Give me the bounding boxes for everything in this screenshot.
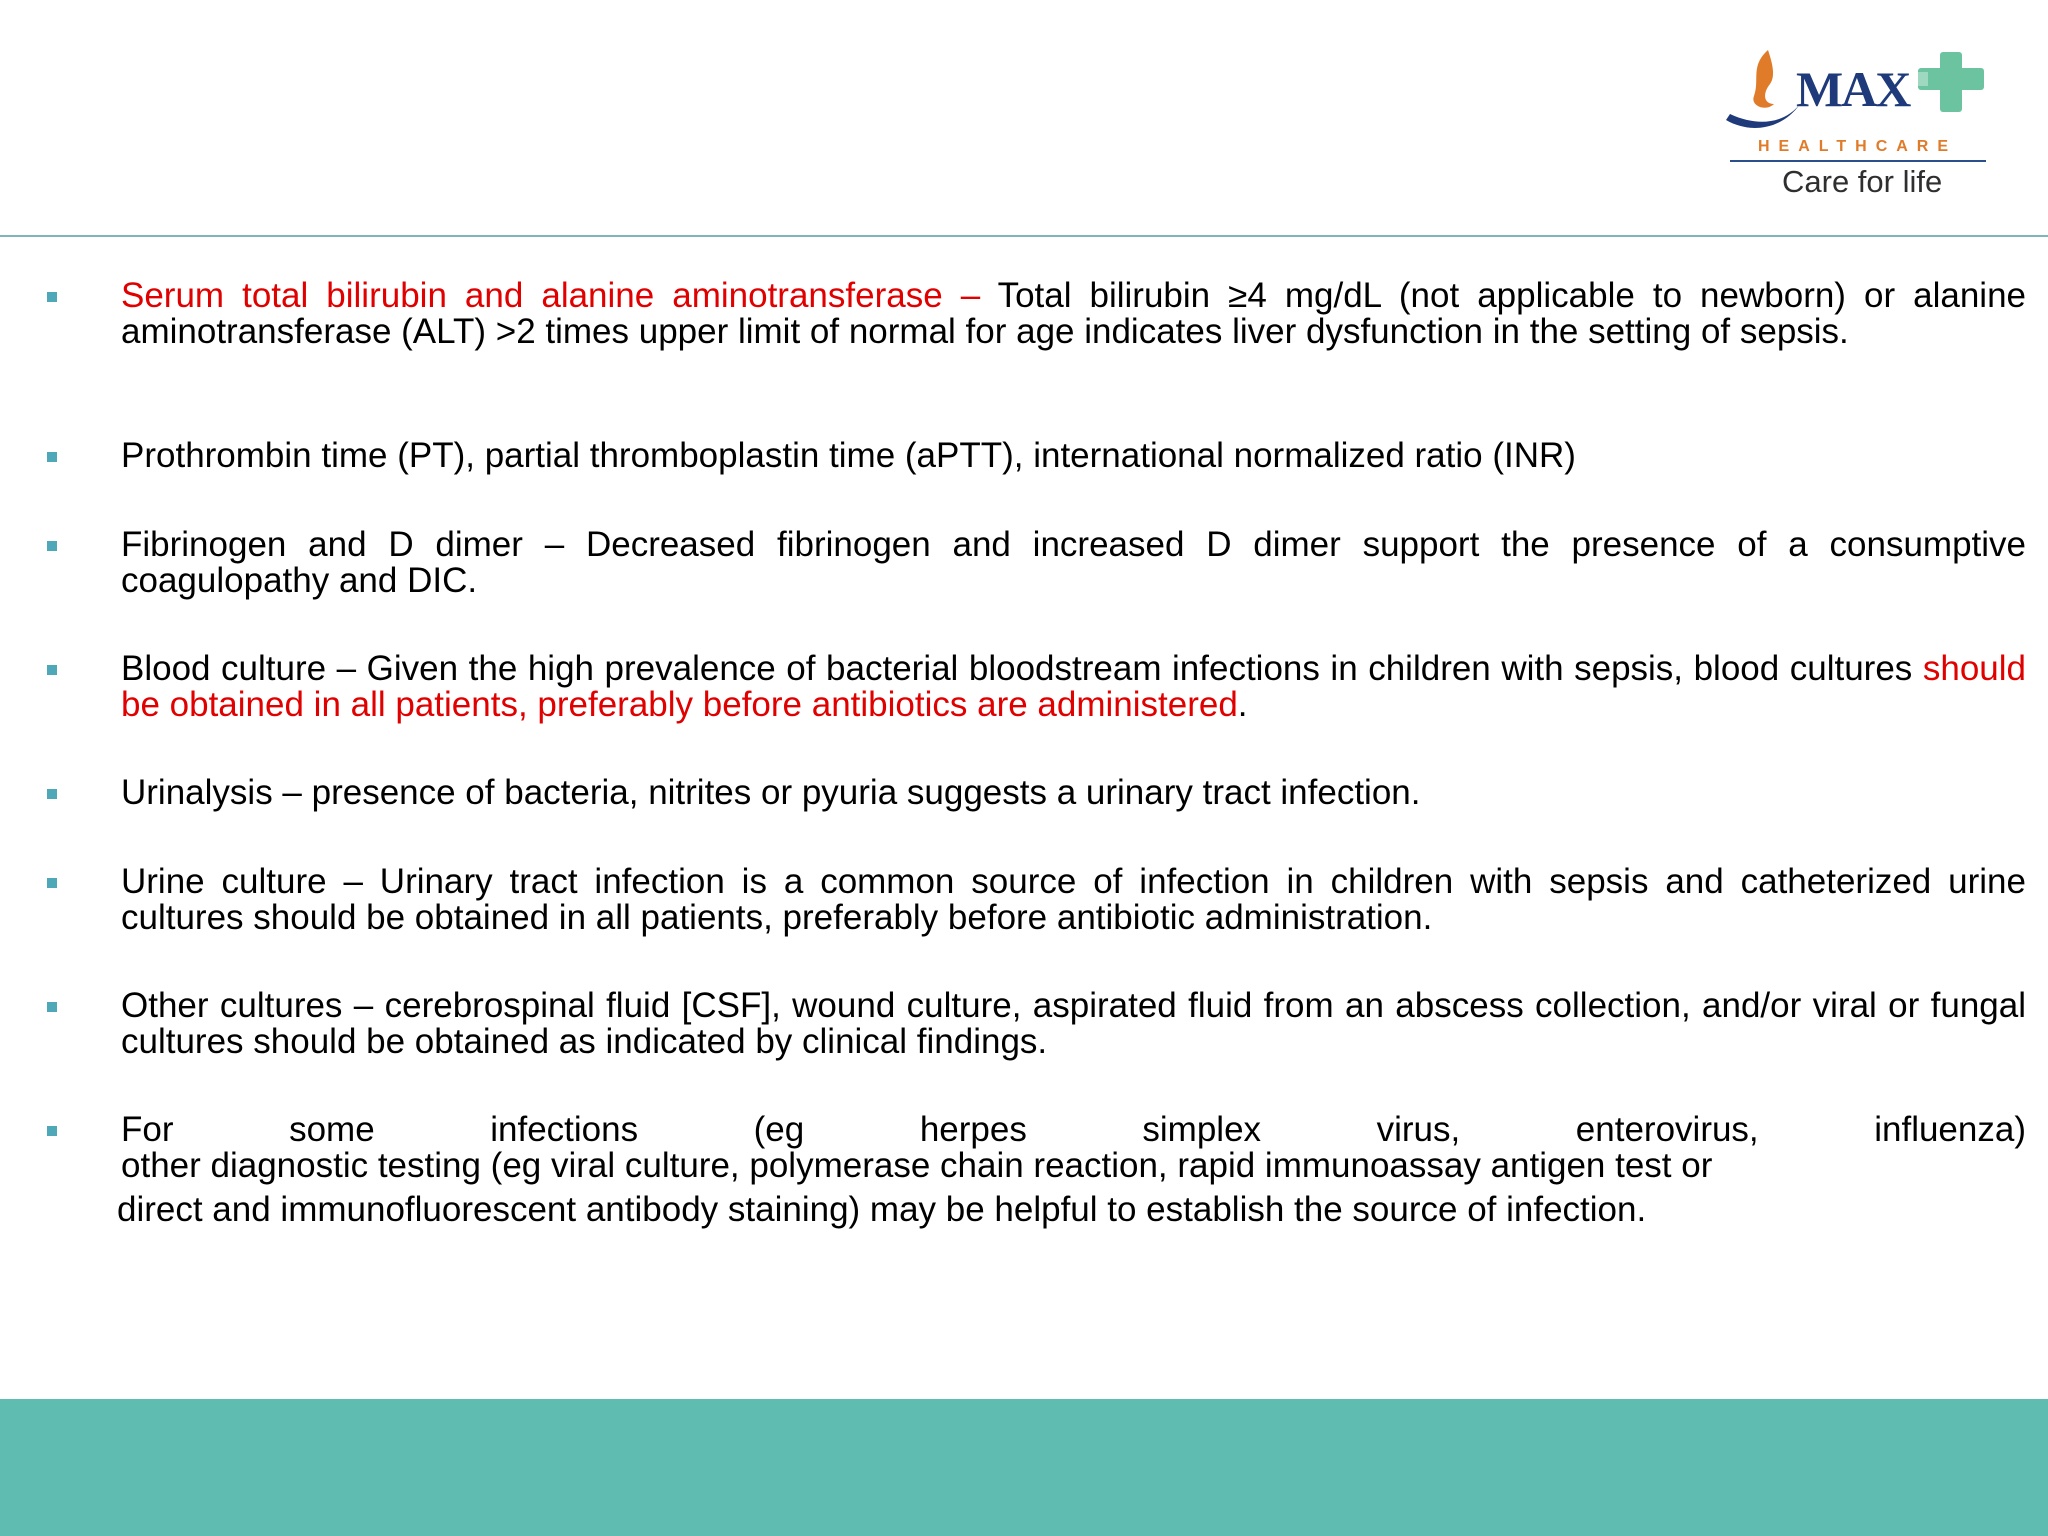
bullet-text: Urinalysis – presence of bacteria, nitrites or pyuria suggests a urinary tract infection. [121, 773, 1421, 812]
bullet-item-bilirubin [121, 278, 2026, 350]
bullet-item-urinalysis [121, 775, 2026, 811]
bullet-square-icon [47, 292, 57, 302]
max-healthcare-logo [1720, 42, 2000, 212]
bullet-red-lead: Serum total bilirubin and alanine aminotransferase – [121, 276, 981, 315]
bullet-text: Urine culture – Urinary tract infection is a common source of infection in children with sepsis and catheterized urine cultures should be obtained in all patients, preferably before antibiotic administration. [121, 862, 2026, 937]
slide-header [0, 0, 2048, 236]
bullet-item-coagulation [121, 438, 2026, 474]
bullet-square-icon [47, 878, 57, 888]
logo-wordmark: MAX [1796, 61, 1910, 117]
bullet-item-other-testing-line3: direct and immunofluorescent antibody staining) may be helpful to establish the source of infection. [117, 1190, 1647, 1229]
flame-icon [1753, 50, 1774, 108]
footer-band [0, 1399, 2048, 1536]
logo-subtitle: HEALTHCARE [1758, 138, 1958, 155]
bullet-item-other-cultures [121, 988, 2026, 1060]
bullet-item-urine-culture [121, 864, 2026, 936]
bullet-item-other-testing-line1: For some infections (eg herpes simplex virus, enterovirus, influenza) [121, 1110, 2026, 1149]
bullet-square-icon [47, 789, 57, 799]
bullet-square-icon [47, 452, 57, 462]
bullet-text: Blood culture – Given the high prevalence of bacterial bloodstream infections in children with sepsis, blood cultures [121, 649, 1923, 688]
bullet-square-icon [47, 1002, 57, 1012]
bullet-item-blood-culture [121, 651, 2026, 723]
bullet-red-tail: should be obtained in all patients, preferably before antibiotics are administered [121, 649, 2026, 724]
bullet-text: Fibrinogen and D dimer – Decreased fibrinogen and increased D dimer support the presence of a consumptive coagulopathy and DIC. [121, 525, 2026, 600]
logo-divider [1730, 160, 1986, 162]
bullet-square-icon [47, 665, 57, 675]
header-divider [0, 235, 2048, 237]
bullet-square-icon [47, 541, 57, 551]
bullet-item-other-testing-line2: other diagnostic testing (eg viral culture, polymerase chain reaction, rapid immunoassay antigen test or [121, 1146, 1713, 1185]
logo-tagline: Care for life [1782, 164, 1943, 199]
medical-cross-icon [1914, 52, 1984, 112]
bullet-text: Total bilirubin ≥4 mg/dL (not applicable to newborn) or alanine aminotransferase (ALT) >2 times upper limit of normal for age indicates liver dysfunction in the setting of sepsis. [121, 276, 2027, 351]
bullet-square-icon [47, 1126, 57, 1136]
bullet-text: Prothrombin time (PT), partial thromboplastin time (aPTT), international normalized ratio (INR) [121, 436, 1576, 475]
bullet-text: Other cultures – cerebrospinal fluid [CSF], wound culture, aspirated fluid from an abscess collection, and/or viral or fungal cultures should be obtained as indicated by clinical findings. [121, 986, 2026, 1061]
bullet-item-fibrinogen [121, 527, 2026, 599]
bullet-end: . [1237, 685, 1248, 724]
